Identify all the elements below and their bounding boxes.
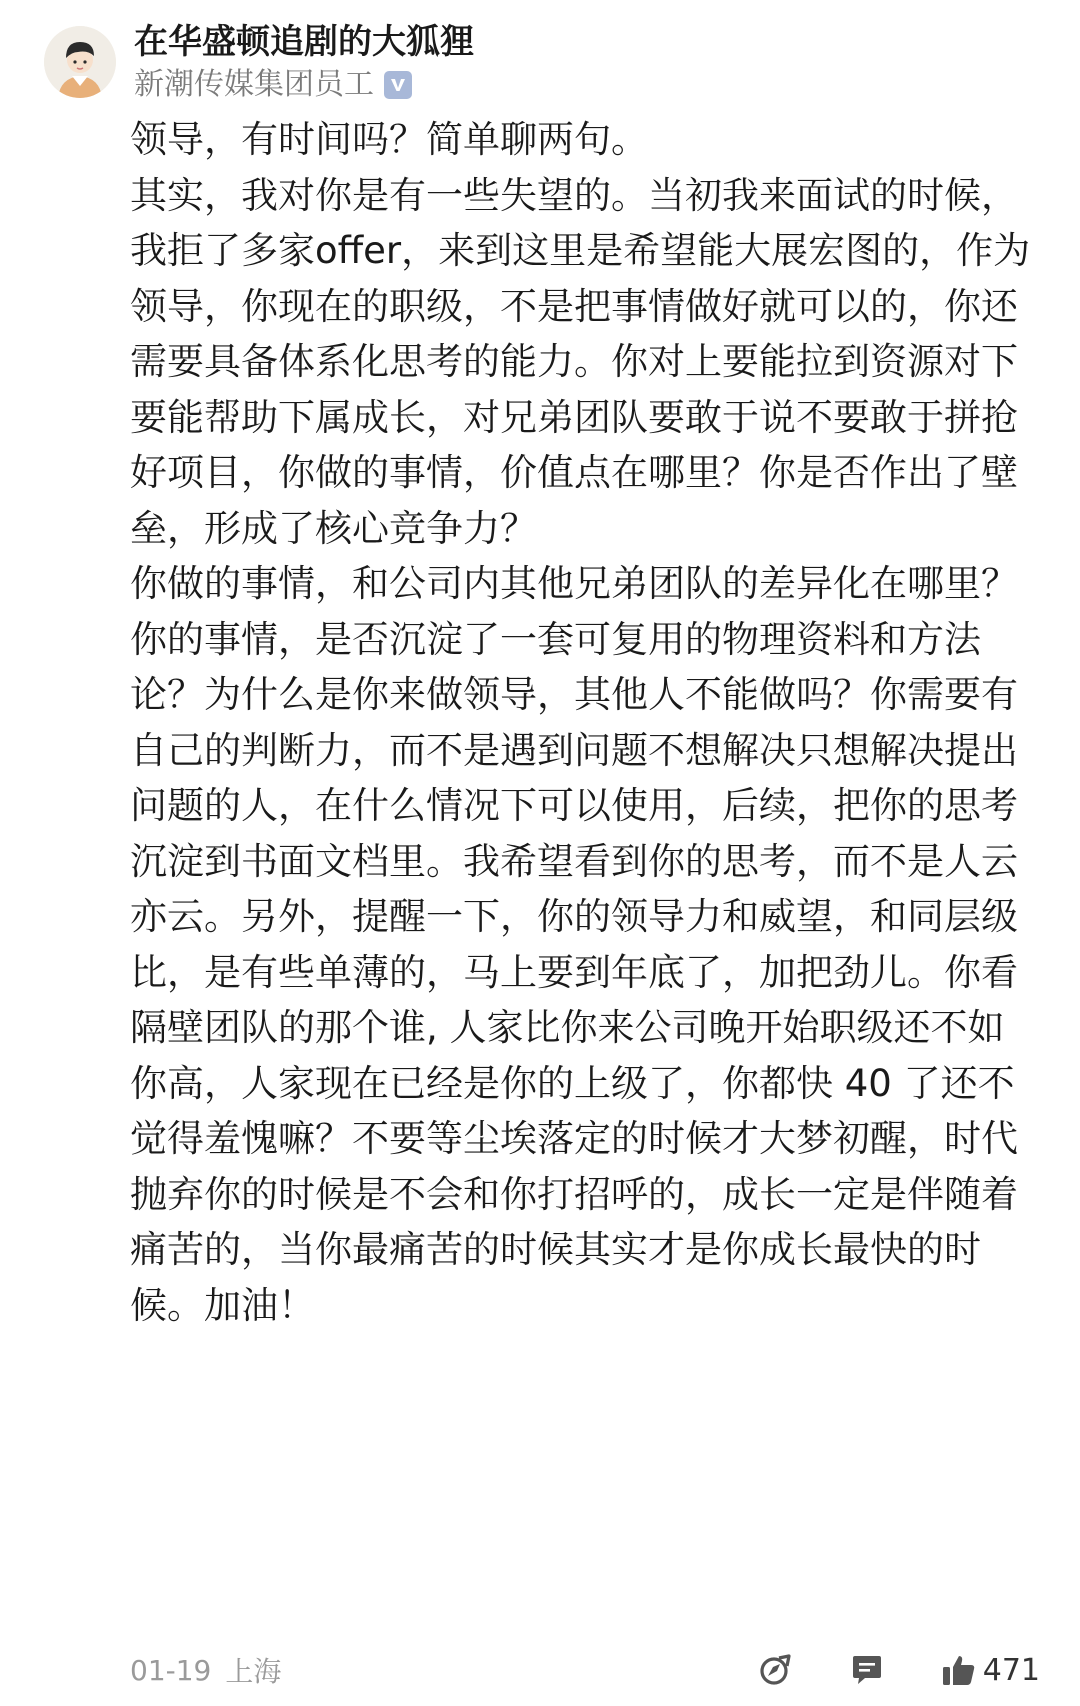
repost-icon [757,1652,793,1688]
avatar[interactable] [44,26,116,98]
author-info [134,20,474,104]
post-footer [130,1648,1040,1692]
post-paragraph: 其实，我对你是有一些失望的。当初我来面试的时候，我拒了多家offer，来到这里是希望能大展宏图的，作为领导，你现在的职级，不是把事情做好就可以的，你还需要具备体系化思考的能力。你对上要能拉到资源对下要能帮助下属成长，对兄弟团队要敢于说不要敢于拼抢好项目，你做的事情，价值点在哪里？你是否作出了壁垒，形成了核心竞争力？ [130,173,1031,550]
author-subtitle [134,66,474,104]
post-header [44,22,474,102]
post-actions [701,1652,1040,1688]
comment-button[interactable] [849,1652,885,1688]
verified-badge-icon [384,71,412,99]
thumbs-up-icon [941,1652,977,1688]
like-button[interactable] [941,1652,1040,1688]
post-date: 01-19 [130,1653,212,1687]
author-title: 新潮传媒集团员工 [134,67,374,102]
post-location: 上海 [225,1655,282,1688]
avatar-illustration-icon [44,26,116,98]
author-name[interactable]: 在华盛顿追剧的大狐狸 [134,22,474,62]
repost-button[interactable] [757,1652,793,1688]
post-paragraph: 你做的事情，和公司内其他兄弟团队的差异化在哪里？你的事情，是否沉淀了一套可复用的物理资料和方法论？为什么是你来做领导，其他人不能做吗？你需要有自己的判断力，而不是遇到问题不想解决只想解决提出问题的人，在什么情况下可以使用，后续，把你的思考沉淀到书面文档里。我希望看到你的思考，而不是人云亦云。另外，提醒一下，你的领导力和威望，和同层级比，是有些单薄的，马上要到年底了，加把劲儿。你看隔壁团队的那个谁, 人家比你来公司晚开始职级还不如你高，人家现在已经是你的上级了，你都快 40 了还不觉得羞愧嘛？不要等尘埃落定的时候才大梦初醒，时代抛弃你的时候是不会和你打招呼的，成长一定是伴随着痛苦的，当你最痛苦的时候其实才是你成长最快的时候。加油！ [130,562,1018,1327]
post-paragraph: 领导，有时间吗？简单聊两句。 [130,118,648,161]
like-count: 471 [982,1652,1040,1688]
post-content [130,112,1040,1333]
post-meta [130,1650,281,1690]
comment-icon [849,1652,885,1688]
